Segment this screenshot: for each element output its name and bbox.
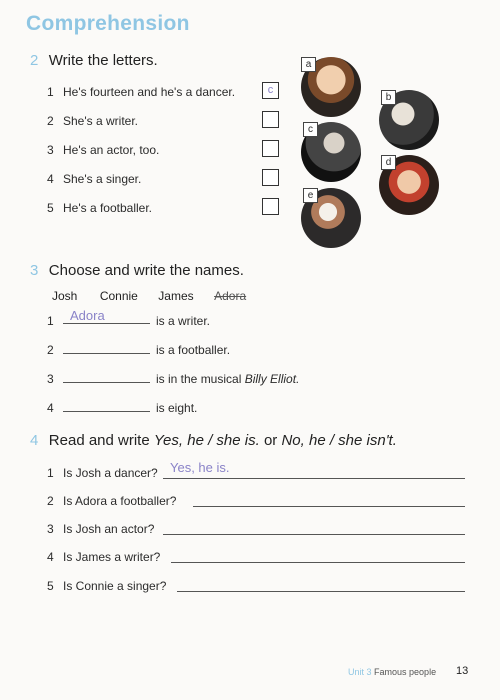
section-number: 4 (30, 432, 39, 449)
list-item (47, 143, 159, 157)
question (47, 579, 166, 593)
item-number: 3 (47, 143, 54, 157)
instruction-italic: No, he / she isn't. (281, 432, 397, 449)
handwritten-answer: Adora (70, 308, 105, 323)
footer-unit (348, 667, 436, 677)
item-text: He's fourteen and he's a dancer. (63, 85, 236, 99)
item-number: 2 (47, 114, 54, 128)
answer-line[interactable] (171, 550, 465, 563)
item-number: 5 (47, 201, 54, 215)
answer-line[interactable] (193, 494, 465, 507)
photo-label: d (381, 155, 396, 170)
section-instruction: Choose and write the names. (48, 262, 244, 279)
answer-box[interactable] (262, 169, 279, 186)
item-number: 3 (47, 522, 54, 536)
question-text: Is Connie a singer? (63, 579, 167, 593)
list-item (47, 201, 152, 215)
question (47, 522, 154, 536)
photo-label: e (303, 188, 318, 203)
item-text: is a footballer. (156, 343, 231, 357)
section-4-heading (30, 432, 397, 450)
name-option-used: Adora (214, 289, 247, 303)
item-number: 5 (47, 579, 54, 593)
item-number: 2 (47, 343, 54, 357)
question (47, 550, 160, 564)
question (47, 494, 176, 508)
list-item (47, 114, 138, 128)
section-number: 2 (30, 52, 39, 69)
item-number: 2 (47, 494, 54, 508)
question-text: Is Josh an actor? (63, 522, 155, 536)
handwritten-answer: Yes, he is. (170, 460, 230, 475)
item-number: 1 (47, 466, 54, 480)
item-text-italic: Billy Elliot. (244, 372, 300, 386)
item-number: 1 (47, 85, 54, 99)
name-option: Josh (52, 289, 78, 303)
item-text: She's a singer. (63, 172, 142, 186)
instruction-text: Read and write (48, 432, 150, 449)
item-text: She's a writer. (63, 114, 138, 128)
item-number: 4 (47, 550, 54, 564)
answer-box[interactable] (262, 198, 279, 215)
names-list (52, 287, 246, 305)
section-2-heading (30, 52, 158, 70)
section-instruction (49, 432, 397, 449)
item-text (156, 372, 299, 386)
item-number: 4 (47, 401, 54, 415)
question-text: Is Adora a footballer? (63, 494, 177, 508)
name-option: James (158, 289, 194, 303)
item-text: is eight. (156, 401, 198, 415)
item-text-plain: is in the musical (156, 372, 242, 386)
section-instruction: Write the letters. (48, 52, 158, 69)
answer-line[interactable] (163, 522, 465, 535)
item-number: 1 (47, 314, 54, 328)
answer-line[interactable] (63, 341, 150, 354)
page-number: 13 (456, 665, 469, 677)
answer-line[interactable] (63, 399, 150, 412)
answer-box[interactable] (262, 111, 279, 128)
photo-label: a (301, 57, 316, 72)
section-3-heading (30, 262, 244, 280)
item-number: 3 (47, 372, 54, 386)
photo-label: b (381, 90, 396, 105)
item-text: He's an actor, too. (63, 143, 160, 157)
item-number: 4 (47, 172, 54, 186)
answer-box[interactable]: c (262, 82, 279, 99)
answer-line[interactable] (63, 370, 150, 383)
question (47, 466, 158, 480)
answer-box[interactable] (262, 140, 279, 157)
item-text: He's a footballer. (63, 201, 153, 215)
list-item (47, 85, 235, 99)
photo-label: c (303, 122, 318, 137)
name-option: Connie (99, 289, 138, 303)
list-item (47, 172, 141, 186)
page-title: Comprehension (26, 12, 190, 35)
section-number: 3 (30, 262, 39, 279)
instruction-text: or (263, 432, 278, 449)
unit-topic: Famous people (374, 667, 437, 677)
unit-label: Unit 3 (348, 667, 372, 677)
question-text: Is James a writer? (63, 550, 161, 564)
item-text: is a writer. (156, 314, 211, 328)
question-text: Is Josh a dancer? (63, 466, 158, 480)
instruction-italic: Yes, he / she is. (153, 432, 260, 449)
answer-line[interactable] (177, 579, 465, 592)
